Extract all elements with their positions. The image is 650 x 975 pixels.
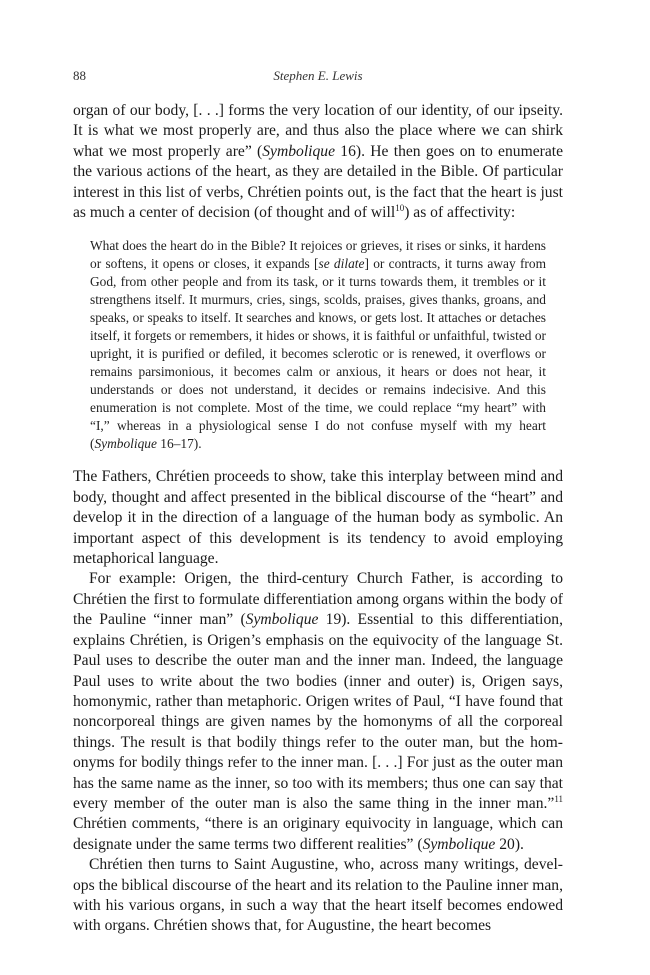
text-run: 16). He then goes on to enumerate the various actions of the heart, as they are detailed in the Bible. Of particular interest in this list of verbs, Chrétien points out, is the fact that the heart is just as much a center of decision (of thought and of will [73, 142, 563, 222]
text-run: For example: Origen, the third-century Church Father, is according to Chrétien the first to formulate differentiation among organs within the body of the Pauline “inner man” ( [73, 570, 563, 629]
paragraph-4: Chrétien then turns to Saint Augustine, who, across many writings, develops the biblical discourse of the heart and its relation to the Pauline inner man, with his various organs, in such a way that the heart itself becomes endowed with organs. Chrétien shows that, for Augustine, the heart becomes [73, 856, 563, 935]
footnote-ref[interactable]: 10 [395, 202, 405, 213]
text-run: ] or contracts, it turns away from God, from other people and from its task, or it turns towards them, it trembles or it strengthens itself. It murmurs, cries, sings, scolds, praises, gives thanks, groans, and speaks, or speaks to itself. It searches and knows, or gets lost. It attaches or detaches itself, it forgets or remembers, it hides or shows, it is faithful or unfaithful, twisted or upright, it is purified or defiled, it becomes sclerotic or is renewed, it overflows or remains parsimonious, it becomes calm or anxious, it hears or does not hear, it understands or does not understand, it decides or remains indecisive. And this enumeration is not complete. Most of the time, we could replace “my heart” with “I,” whereas in a physiological sense I do not confuse myself with my heart ( [90, 256, 547, 452]
text-run: organ of our body, [. . .] forms the very location of our identity, of our ipseity. It is what we most properly are, and thus also the place where we can shirk what we most properly are” ( [73, 102, 563, 160]
text-run: 16–17). [156, 436, 202, 452]
paragraph-1 [73, 101, 563, 223]
text-run: 19). Essential to this differentiation, explains Chrétien, is Origen’s emphasis on the equivocity of the language St. Paul uses to describe the outer man and the inner man. Indeed, the language Paul uses to write about the two bodies (inner and outer) is, Origen says, homonymic, rather than metaphoric. Origen writes of Paul, “I have found that noncorporeal things are given names by the homonyms of all the corporeal things. The result is that bodily things refer to the outer man, but the homonyms for bodily things refer to the inner man. [. . .] For just as the outer man has the same name as the inner, so too with its members; thus one can say that every member of the outer man is also the same thing in the inner man.” [73, 611, 563, 812]
paragraph-3 [73, 569, 563, 855]
body-text [73, 101, 563, 937]
page-header [73, 68, 563, 88]
italic-term: se dilate [318, 256, 365, 272]
footnote-ref[interactable]: 11 [554, 793, 563, 804]
text-run: ) as of affectivity: [404, 204, 516, 222]
italic-title: Symbolique [262, 142, 336, 160]
text-run: Chrétien comments, “there is an originary equivocity in language, which can designate under the same terms two different realities” ( [73, 815, 563, 853]
block-quote [90, 237, 546, 453]
running-head: Stephen E. Lewis [273, 68, 363, 83]
italic-title: Symbolique [422, 835, 496, 853]
italic-title: Symbolique [94, 436, 157, 452]
page-number: 88 [73, 68, 86, 83]
text-run: 20). [495, 835, 524, 853]
text-run: What does the heart do in the Bible? It rejoices or grieves, it rises or sinks, it hardens or softens, it opens or closes, it expands [ [90, 238, 546, 272]
paragraph-2: The Fathers, Chrétien proceeds to show, take this interplay between mind and body, thought and affect presented in the biblical discourse of the “heart” and develop it in the direction of a language of the human body as symbolic. An important aspect of this development is its tendency to avoid employing metaphorical language. [73, 468, 563, 568]
italic-title: Symbolique [245, 611, 319, 629]
